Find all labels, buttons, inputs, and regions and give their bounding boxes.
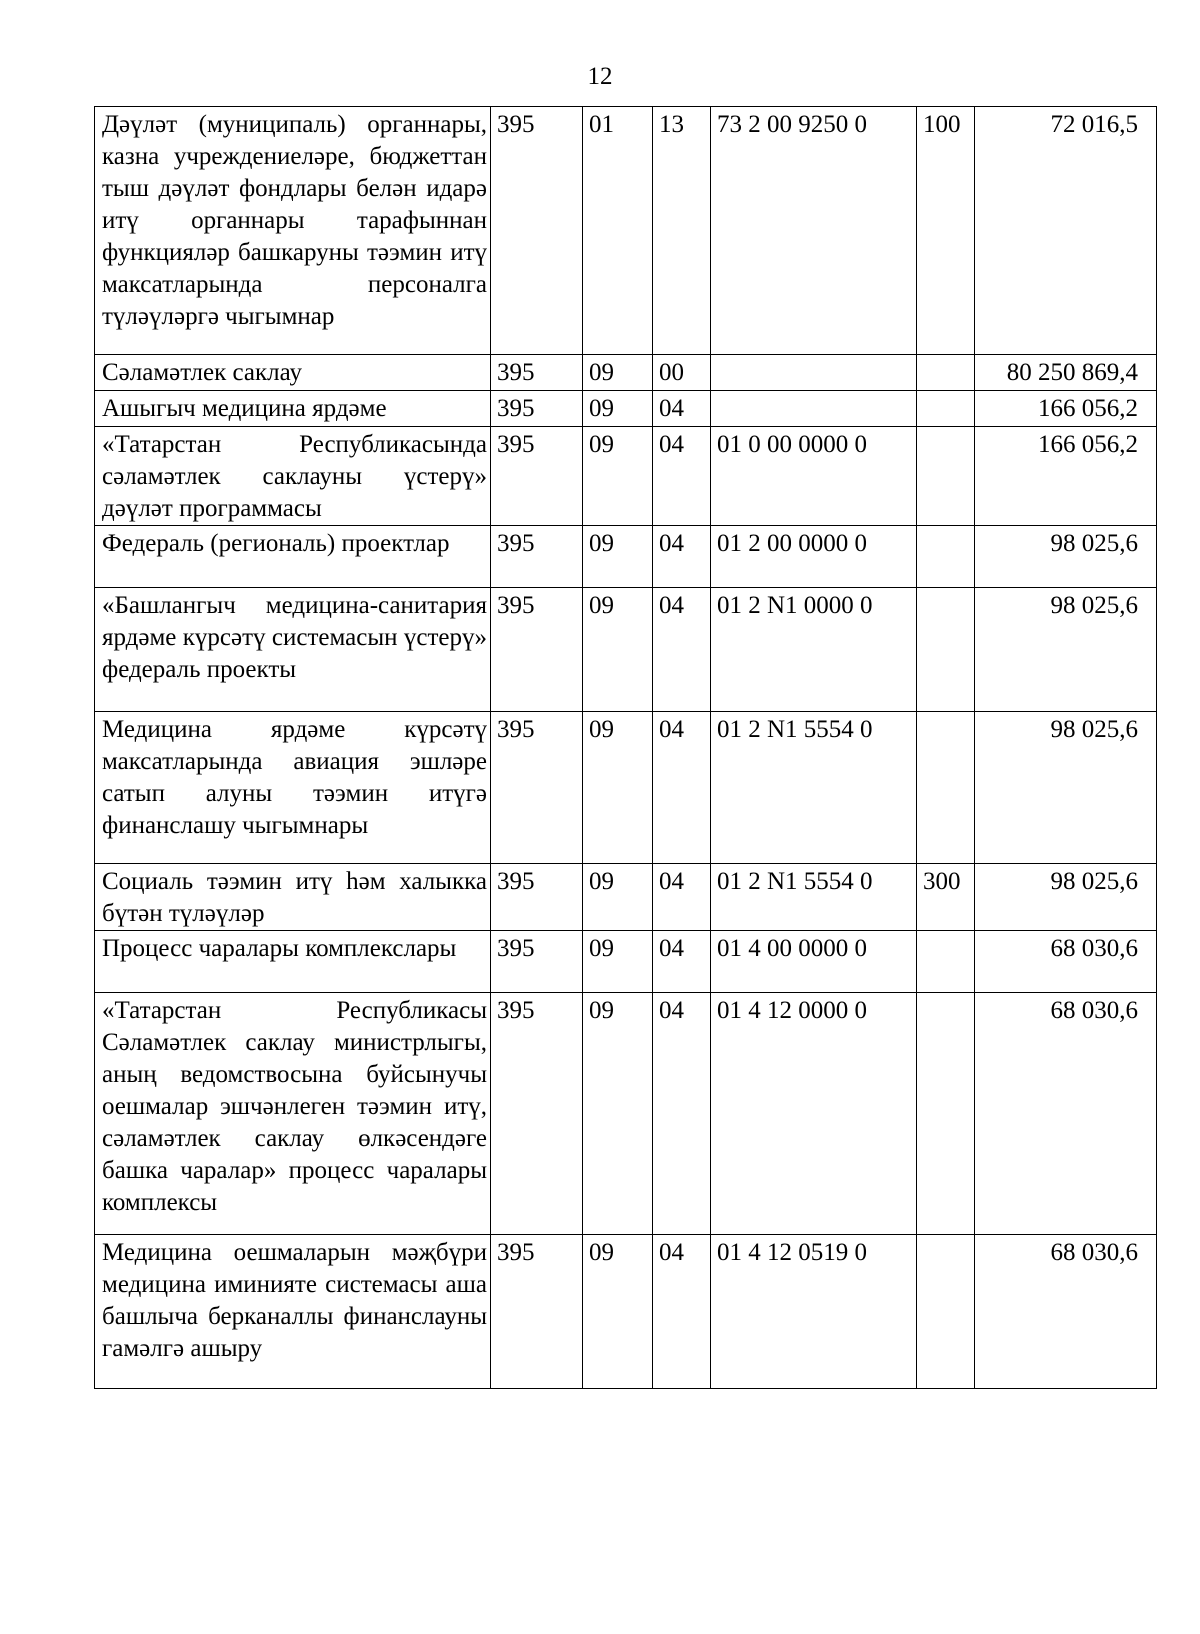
target-article-cell: 01 4 12 0519 0 bbox=[711, 1235, 917, 1389]
amount-cell: 98 025,6 bbox=[975, 864, 1157, 931]
amount-cell: 80 250 869,4 bbox=[975, 355, 1157, 391]
subsection-cell: 00 bbox=[653, 355, 711, 391]
target-article-cell: 01 2 00 0000 0 bbox=[711, 526, 917, 588]
subsection-cell: 04 bbox=[653, 864, 711, 931]
expense-name-cell: Медицина оешмаларын мәҗбүри медицина иминияте системасы аша башлыча берканаллы финанслауны гамәлгә ашыру bbox=[95, 1235, 491, 1389]
expense-name-cell: Сәламәтлек саклау bbox=[95, 355, 491, 391]
target-article-cell bbox=[711, 391, 917, 427]
amount-cell: 68 030,6 bbox=[975, 931, 1157, 993]
expense-type-cell bbox=[917, 712, 975, 864]
ministry-code-cell: 395 bbox=[491, 526, 583, 588]
subsection-cell: 04 bbox=[653, 391, 711, 427]
section-cell: 09 bbox=[583, 391, 653, 427]
table-row bbox=[95, 427, 1157, 526]
budget-table bbox=[94, 106, 1157, 1389]
amount-cell: 98 025,6 bbox=[975, 588, 1157, 712]
expense-type-cell bbox=[917, 355, 975, 391]
table-row bbox=[95, 931, 1157, 993]
table-row bbox=[95, 1235, 1157, 1389]
subsection-cell: 04 bbox=[653, 427, 711, 526]
expense-type-cell bbox=[917, 931, 975, 993]
expense-name-cell: «Татарстан Республикасы Сәламәтлек саклау министрлыгы, аның ведомствосына буйсынучы оешмалар эшчәнлеген тәэмин итү, сәламәтлек саклау өлкәсендәге башка чаралар» процесс чаралары комплексы bbox=[95, 993, 491, 1235]
amount-cell: 98 025,6 bbox=[975, 526, 1157, 588]
table-row bbox=[95, 355, 1157, 391]
ministry-code-cell: 395 bbox=[491, 993, 583, 1235]
amount-cell: 166 056,2 bbox=[975, 391, 1157, 427]
amount-cell: 166 056,2 bbox=[975, 427, 1157, 526]
target-article-cell: 01 4 00 0000 0 bbox=[711, 931, 917, 993]
expense-name-cell: Процесс чаралары комплекслары bbox=[95, 931, 491, 993]
subsection-cell: 04 bbox=[653, 526, 711, 588]
table-row bbox=[95, 526, 1157, 588]
target-article-cell bbox=[711, 355, 917, 391]
expense-name-cell: Дәүләт (муниципаль) органнары, казна учреждениеләре, бюджеттан тыш дәүләт фондлары белән идарә итү органнары тарафыннан функцияләр башкаруны тәэмин итү максатларында персоналга түләүләргә чыгымнар bbox=[95, 107, 491, 355]
expense-name-cell: «Башлангыч медицина-санитария ярдәме күрсәтү системасын үстерү» федераль проекты bbox=[95, 588, 491, 712]
subsection-cell: 04 bbox=[653, 712, 711, 864]
section-cell: 09 bbox=[583, 588, 653, 712]
amount-cell: 98 025,6 bbox=[975, 712, 1157, 864]
target-article-cell: 01 2 N1 0000 0 bbox=[711, 588, 917, 712]
expense-name-cell: Федераль (региональ) проектлар bbox=[95, 526, 491, 588]
target-article-cell: 01 2 N1 5554 0 bbox=[711, 712, 917, 864]
section-cell: 09 bbox=[583, 864, 653, 931]
target-article-cell: 73 2 00 9250 0 bbox=[711, 107, 917, 355]
table-row bbox=[95, 712, 1157, 864]
section-cell: 09 bbox=[583, 427, 653, 526]
expense-name-cell: Ашыгыч медицина ярдәме bbox=[95, 391, 491, 427]
table-body bbox=[95, 107, 1157, 1389]
section-cell: 09 bbox=[583, 355, 653, 391]
section-cell: 09 bbox=[583, 993, 653, 1235]
expense-type-cell bbox=[917, 588, 975, 712]
ministry-code-cell: 395 bbox=[491, 931, 583, 993]
subsection-cell: 04 bbox=[653, 588, 711, 712]
subsection-cell: 04 bbox=[653, 1235, 711, 1389]
expense-type-cell bbox=[917, 993, 975, 1235]
table-row bbox=[95, 391, 1157, 427]
section-cell: 01 bbox=[583, 107, 653, 355]
section-cell: 09 bbox=[583, 931, 653, 993]
ministry-code-cell: 395 bbox=[491, 427, 583, 526]
expense-type-cell bbox=[917, 526, 975, 588]
ministry-code-cell: 395 bbox=[491, 1235, 583, 1389]
page-number: 12 bbox=[587, 63, 613, 90]
expense-type-cell: 300 bbox=[917, 864, 975, 931]
target-article-cell: 01 0 00 0000 0 bbox=[711, 427, 917, 526]
target-article-cell: 01 2 N1 5554 0 bbox=[711, 864, 917, 931]
amount-cell: 68 030,6 bbox=[975, 993, 1157, 1235]
expense-type-cell bbox=[917, 1235, 975, 1389]
expense-name-cell: «Татарстан Республикасында сәламәтлек саклауны үстерү» дәүләт программасы bbox=[95, 427, 491, 526]
expense-name-cell: Социаль тәэмин итү һәм халыкка бүтән түләүләр bbox=[95, 864, 491, 931]
subsection-cell: 13 bbox=[653, 107, 711, 355]
section-cell: 09 bbox=[583, 1235, 653, 1389]
table-row bbox=[95, 107, 1157, 355]
expense-type-cell bbox=[917, 391, 975, 427]
ministry-code-cell: 395 bbox=[491, 107, 583, 355]
expense-name-cell: Медицина ярдәме күрсәтү максатларында авиация эшләре сатып алуны тәэмин итүгә финанслашу чыгымнары bbox=[95, 712, 491, 864]
ministry-code-cell: 395 bbox=[491, 355, 583, 391]
ministry-code-cell: 395 bbox=[491, 712, 583, 864]
subsection-cell: 04 bbox=[653, 931, 711, 993]
section-cell: 09 bbox=[583, 526, 653, 588]
table-row bbox=[95, 588, 1157, 712]
ministry-code-cell: 395 bbox=[491, 391, 583, 427]
ministry-code-cell: 395 bbox=[491, 864, 583, 931]
expense-type-cell bbox=[917, 427, 975, 526]
ministry-code-cell: 395 bbox=[491, 588, 583, 712]
target-article-cell: 01 4 12 0000 0 bbox=[711, 993, 917, 1235]
table-row bbox=[95, 993, 1157, 1235]
table-row bbox=[95, 864, 1157, 931]
section-cell: 09 bbox=[583, 712, 653, 864]
subsection-cell: 04 bbox=[653, 993, 711, 1235]
expense-type-cell: 100 bbox=[917, 107, 975, 355]
amount-cell: 68 030,6 bbox=[975, 1235, 1157, 1389]
amount-cell: 72 016,5 bbox=[975, 107, 1157, 355]
